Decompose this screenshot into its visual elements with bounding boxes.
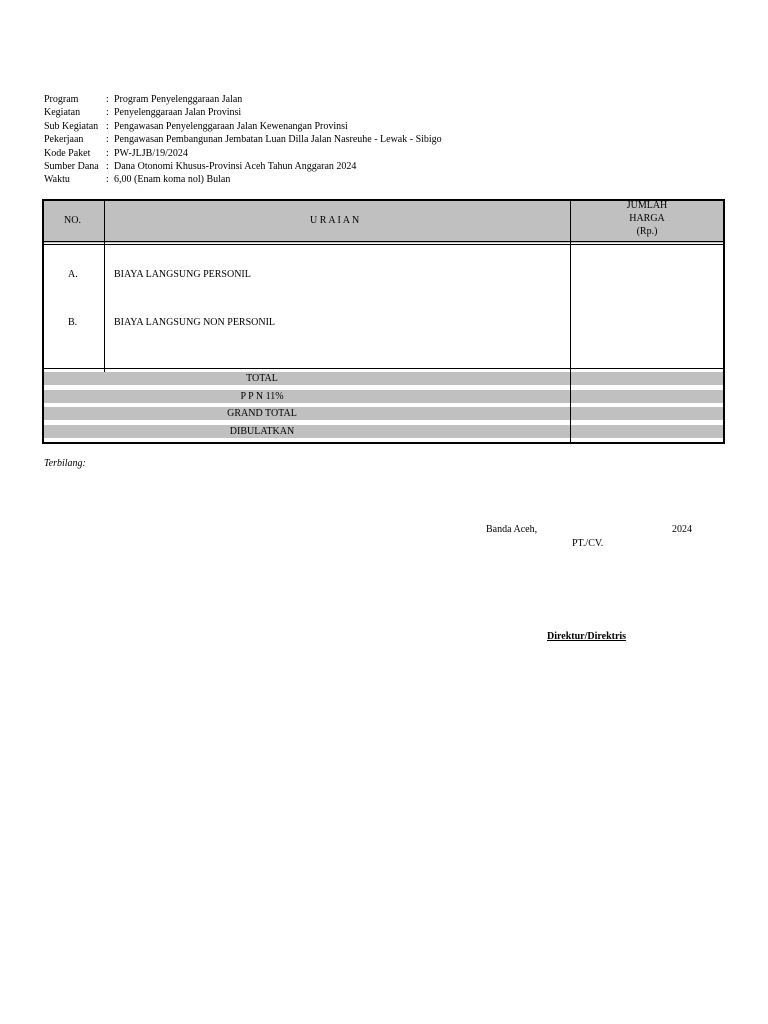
- info-value: Dana Otonomi Khusus-Provinsi Aceh Tahun Anggaran 2024: [114, 160, 357, 172]
- signature-company: PT./CV.: [572, 538, 604, 549]
- info-colon: :: [106, 174, 109, 186]
- info-label: Kegiatan: [44, 107, 81, 119]
- info-colon: :: [106, 160, 109, 172]
- info-row-sumber-dana: [44, 160, 442, 173]
- info-label: Program: [44, 94, 79, 105]
- info-row-sub-kegiatan: [44, 120, 442, 133]
- info-label: Sub Kegiatan: [44, 120, 99, 132]
- header-jumlah: [571, 199, 723, 238]
- signature-year: 2024: [672, 524, 692, 535]
- info-row-pekerjaan: [44, 133, 442, 146]
- table-border-bottom: [42, 442, 725, 444]
- project-info: [44, 93, 442, 187]
- info-colon: :: [106, 94, 109, 105]
- header-jumlah-line3: (Rp.): [636, 226, 658, 237]
- info-row-program: [44, 93, 442, 106]
- col-divider-no: [104, 199, 105, 372]
- info-value: PW-JLJB/19/2024: [114, 147, 188, 159]
- info-colon: :: [106, 107, 109, 119]
- summary-total-label: TOTAL: [246, 373, 278, 384]
- body-divider: [42, 368, 725, 369]
- summary-ppn-label: P P N 11%: [240, 391, 284, 402]
- row-a-no: A.: [68, 269, 78, 280]
- info-row-waktu: [44, 173, 442, 186]
- info-colon: :: [106, 134, 109, 146]
- summary-grand-total-label: GRAND TOTAL: [227, 408, 297, 419]
- info-value: Pengawasan Penyelenggaraan Jalan Kewenangan Provinsi: [114, 120, 348, 132]
- row-b-uraian: BIAYA LANGSUNG NON PERSONIL: [114, 317, 276, 328]
- info-label: Sumber Dana: [44, 160, 99, 172]
- summary-dibulatkan-label: DIBULATKAN: [229, 426, 295, 437]
- signature-title: Direktur/Direktris: [547, 631, 627, 642]
- header-jumlah-line1: JUMLAH: [626, 200, 668, 211]
- info-value: Program Penyelenggaraan Jalan: [114, 94, 243, 105]
- info-label: Pekerjaan: [44, 134, 84, 146]
- info-label: Waktu: [44, 174, 70, 186]
- info-value: Pengawasan Pembangunan Jembatan Luan Dilla Jalan Nasreuhe - Lewak - Sibigo: [114, 134, 442, 146]
- terbilang-label: Terbilang:: [44, 458, 86, 469]
- header-uraian: U R A I A N: [310, 215, 360, 226]
- info-colon: :: [106, 120, 109, 132]
- row-b-no: B.: [68, 317, 78, 328]
- info-row-kode-paket: [44, 147, 442, 160]
- info-value: Penyelenggaraan Jalan Provinsi: [114, 107, 242, 119]
- info-colon: :: [106, 147, 109, 159]
- row-a-uraian: BIAYA LANGSUNG PERSONIL: [114, 269, 251, 280]
- table-border-right: [723, 199, 725, 444]
- info-label: Kode Paket: [44, 147, 91, 159]
- cost-table: [42, 199, 725, 444]
- header-no: NO.: [64, 215, 81, 226]
- header-divider-second: [42, 244, 725, 245]
- signature-place: Banda Aceh,: [486, 524, 538, 535]
- header-divider: [42, 241, 725, 242]
- info-value: 6,00 (Enam koma nol) Bulan: [114, 174, 231, 186]
- info-row-kegiatan: [44, 106, 442, 119]
- header-jumlah-line2: HARGA: [629, 213, 665, 224]
